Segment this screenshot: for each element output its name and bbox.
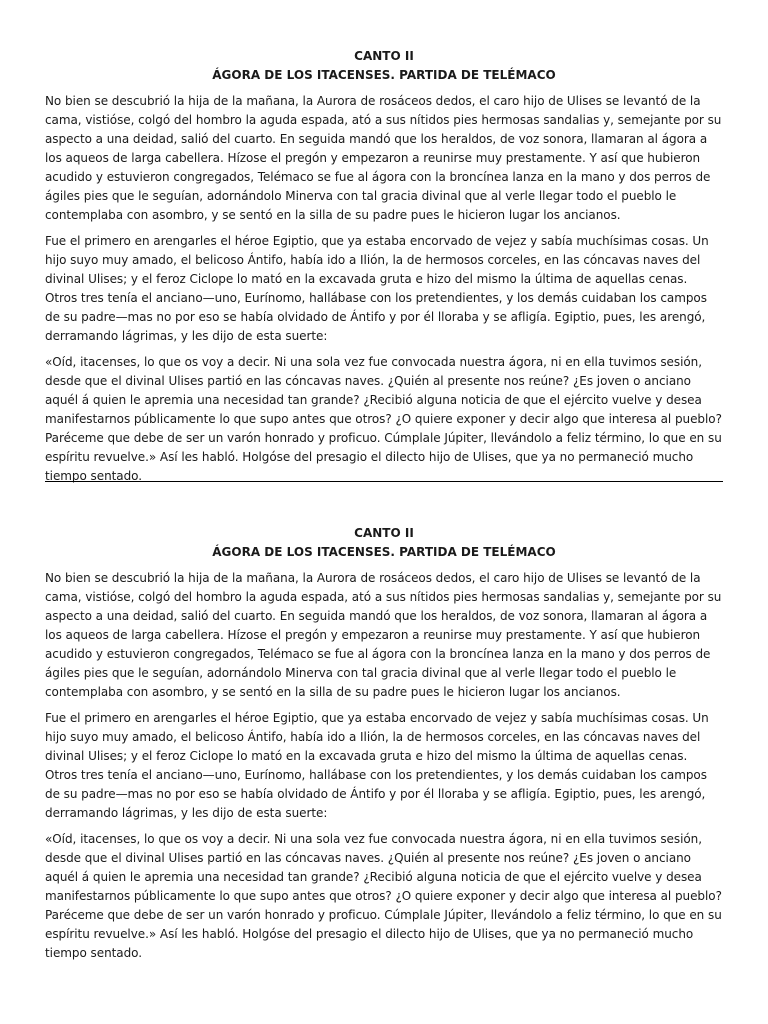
canto-title: CANTO II bbox=[354, 526, 414, 540]
canto-subtitle: ÁGORA DE LOS ITACENSES. PARTIDA DE TELÉMACO bbox=[212, 68, 556, 82]
paragraph: «Oíd, itacenses, lo que os voy a decir. Ni una sola vez fue convocada nuestra ágora, ni en ella tuvimos sesión, desde que el divinal Ulises partió en las cóncavas naves. ¿Quién al presente nos reúne? ¿Es joven o anciano aquél á quien le apremia una necesidad tan grande? ¿Recibió alguna noticia de que el ejército vuelve y desea manifestarnos públicamente lo que supo antes que otros? ¿O quiere exponer y decir algo que interesa al pueblo? Paréceme que debe de ser un varón honrado y proficuo. Cúmplale Júpiter, llevándolo a feliz término, lo que en su espíritu revuelve.» Así les habló. Holgóse del presagio el dilecto hijo de Ulises, que ya no permaneció mucho tiempo sentado. bbox=[45, 355, 722, 483]
paragraph: No bien se descubrió la hija de la mañana, la Aurora de rosáceos dedos, el caro hijo de Ulises se levantó de la cama, vistióse, colgó del hombro la aguda espada, ató a sus nítidos pies hermosas sandalias y, semejante por su aspecto a una deidad, salió del cuarto. En seguida mandó que los heraldos, de voz sonora, llamaran al ágora a los aqueos de larga cabellera. Hízose el pregón y empezaron a reunirse muy prestamente. Y así que hubieron acudido y estuvieron congregados, Telémaco se fue al ágora con la broncínea lanza en la mano y dos perros de ágiles pies que le seguían, adornándolo Minerva con tal gracia divinal que al verle llegar todo el pueblo le contemplaba con asombro, y se sentó en la silla de su padre pues le hicieron lugar los ancianos. bbox=[45, 94, 722, 222]
document-section-2 bbox=[45, 524, 723, 963]
canto-subtitle: ÁGORA DE LOS ITACENSES. PARTIDA DE TELÉMACO bbox=[212, 545, 556, 559]
section-divider bbox=[45, 481, 723, 482]
paragraph: Fue el primero en arengarles el héroe Egiptio, que ya estaba encorvado de vejez y sabía muchísimas cosas. Un hijo suyo muy amado, el belicoso Ántifo, había ido a Ilión, la de hermosos corceles, en las cóncavas naves del divinal Ulises; y el feroz Ciclope lo mató en la excavada gruta e hizo del mismo la última de aquellas cenas. Otros tres tenía el anciano—uno, Eurínomo, hallábase con los pretendientes, y los demás cuidaban los campos de su padre—mas no por eso se había olvidado de Ántifo y por él lloraba y se afligía. Egiptio, pues, les arengó, derramando lágrimas, y les dijo de esta suerte: bbox=[45, 711, 709, 820]
document-section-1 bbox=[45, 47, 723, 486]
paragraph: «Oíd, itacenses, lo que os voy a decir. Ni una sola vez fue convocada nuestra ágora, ni en ella tuvimos sesión, desde que el divinal Ulises partió en las cóncavas naves. ¿Quién al presente nos reúne? ¿Es joven o anciano aquél á quien le apremia una necesidad tan grande? ¿Recibió alguna noticia de que el ejército vuelve y desea manifestarnos públicamente lo que supo antes que otros? ¿O quiere exponer y decir algo que interesa al pueblo? Paréceme que debe de ser un varón honrado y proficuo. Cúmplale Júpiter, llevándolo a feliz término, lo que en su espíritu revuelve.» Así les habló. Holgóse del presagio el dilecto hijo de Ulises, que ya no permaneció mucho tiempo sentado. bbox=[45, 832, 722, 960]
paragraph: No bien se descubrió la hija de la mañana, la Aurora de rosáceos dedos, el caro hijo de Ulises se levantó de la cama, vistióse, colgó del hombro la aguda espada, ató a sus nítidos pies hermosas sandalias y, semejante por su aspecto a una deidad, salió del cuarto. En seguida mandó que los heraldos, de voz sonora, llamaran al ágora a los aqueos de larga cabellera. Hízose el pregón y empezaron a reunirse muy prestamente. Y así que hubieron acudido y estuvieron congregados, Telémaco se fue al ágora con la broncínea lanza en la mano y dos perros de ágiles pies que le seguían, adornándolo Minerva con tal gracia divinal que al verle llegar todo el pueblo le contemplaba con asombro, y se sentó en la silla de su padre pues le hicieron lugar los ancianos. bbox=[45, 571, 722, 699]
canto-title: CANTO II bbox=[354, 49, 414, 63]
paragraph: Fue el primero en arengarles el héroe Egiptio, que ya estaba encorvado de vejez y sabía muchísimas cosas. Un hijo suyo muy amado, el belicoso Ántifo, había ido a Ilión, la de hermosos corceles, en las cóncavas naves del divinal Ulises; y el feroz Ciclope lo mató en la excavada gruta e hizo del mismo la última de aquellas cenas. Otros tres tenía el anciano—uno, Eurínomo, hallábase con los pretendientes, y los demás cuidaban los campos de su padre—mas no por eso se había olvidado de Ántifo y por él lloraba y se afligía. Egiptio, pues, les arengó, derramando lágrimas, y les dijo de esta suerte: bbox=[45, 234, 709, 343]
